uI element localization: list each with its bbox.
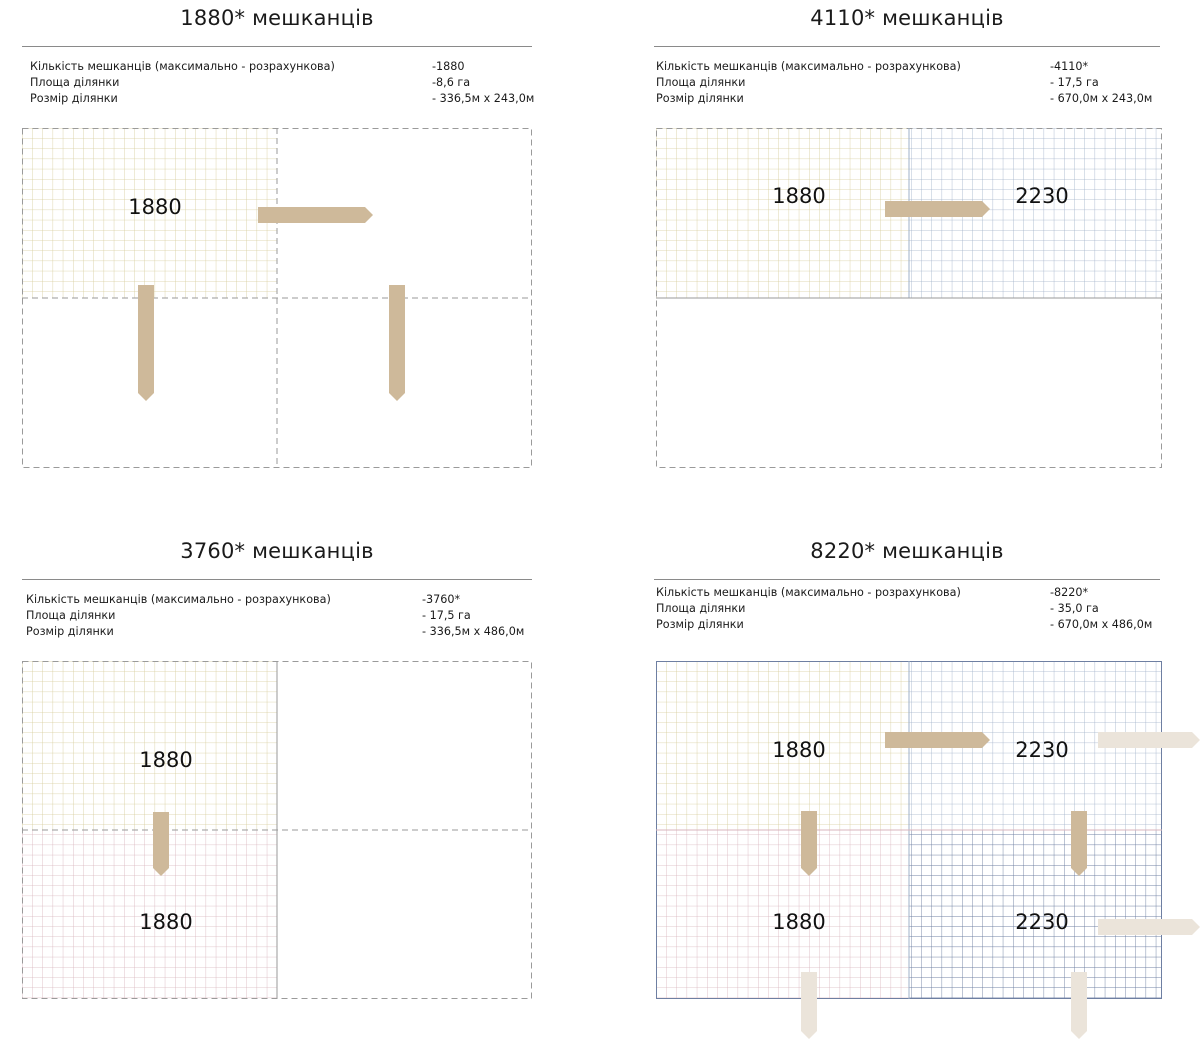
info-label: Кількість мешканців (максимально - розрахункова) bbox=[26, 593, 331, 606]
expansion-arrow-right-faded bbox=[1098, 732, 1200, 748]
panel-title: 4110* мешканців bbox=[810, 6, 1004, 30]
info-row-size bbox=[22, 91, 552, 107]
info-value: - 336,5м х 243,0м bbox=[432, 92, 535, 105]
site-plan bbox=[22, 128, 532, 468]
info-value: -8220* bbox=[1050, 586, 1089, 599]
info-row-size bbox=[22, 624, 552, 640]
info-value: -3760* bbox=[422, 593, 461, 606]
quadrant-label: 2230 bbox=[1015, 738, 1069, 762]
expansion-arrow-down bbox=[1071, 811, 1087, 876]
site-plan-svg bbox=[22, 661, 532, 999]
site-plan-svg bbox=[656, 128, 1162, 468]
info-row-residents bbox=[22, 592, 552, 608]
info-row-size bbox=[654, 617, 1174, 633]
panel-title: 8220* мешканців bbox=[810, 539, 1004, 563]
info-label: Розмір ділянки bbox=[26, 625, 114, 638]
title-rule bbox=[654, 46, 1160, 47]
expansion-arrow-down-faded bbox=[801, 972, 817, 1039]
panel-title: 3760* мешканців bbox=[180, 539, 374, 563]
info-row-area bbox=[22, 75, 552, 91]
expansion-arrow-right bbox=[885, 201, 990, 217]
info-value: - 670,0м х 486,0м bbox=[1050, 618, 1153, 631]
info-value: -4110* bbox=[1050, 60, 1089, 73]
grid-block-top-left bbox=[656, 128, 909, 298]
info-value: - 35,0 га bbox=[1050, 602, 1099, 615]
quadrant-label: 1880 bbox=[128, 195, 182, 219]
expansion-arrow-down-faded bbox=[1071, 972, 1087, 1039]
site-plan bbox=[656, 128, 1162, 468]
expansion-arrow-right bbox=[885, 732, 990, 748]
expansion-arrow-down bbox=[153, 812, 169, 876]
info-row-size bbox=[654, 91, 1174, 107]
quadrant-label: 2230 bbox=[1015, 184, 1069, 208]
site-plan-svg bbox=[22, 128, 532, 468]
quadrant-label: 2230 bbox=[1015, 910, 1069, 934]
quadrant-label: 1880 bbox=[139, 910, 193, 934]
info-label: Розмір ділянки bbox=[30, 92, 118, 105]
panel-title: 1880* мешканців bbox=[180, 6, 374, 30]
quadrant-label: 1880 bbox=[772, 738, 826, 762]
info-label: Кількість мешканців (максимально - розрахункова) bbox=[30, 60, 335, 73]
info-label: Площа ділянки bbox=[26, 609, 116, 622]
info-value: -1880 bbox=[432, 60, 465, 73]
expansion-arrow-right-faded bbox=[1098, 919, 1200, 935]
info-value: - 17,5 га bbox=[1050, 76, 1099, 89]
info-label: Площа ділянки bbox=[656, 602, 746, 615]
info-value: - 336,5м х 486,0м bbox=[422, 625, 525, 638]
quadrant-label: 1880 bbox=[139, 748, 193, 772]
info-label: Кількість мешканців (максимально - розрахункова) bbox=[656, 586, 961, 599]
info-value: - 670,0м х 243,0м bbox=[1050, 92, 1153, 105]
title-rule bbox=[22, 46, 532, 47]
expansion-arrow-down bbox=[389, 285, 405, 401]
site-plan-svg bbox=[656, 661, 1200, 1041]
expansion-arrow-down bbox=[138, 285, 154, 401]
info-row-area bbox=[654, 75, 1174, 91]
info-value: -8,6 га bbox=[432, 76, 471, 89]
info-label: Кількість мешканців (максимально - розрахункова) bbox=[656, 60, 961, 73]
site-info bbox=[654, 59, 1174, 107]
site-plan bbox=[656, 661, 1200, 1041]
info-row-residents bbox=[22, 59, 552, 75]
info-label: Площа ділянки bbox=[30, 76, 120, 89]
title-rule bbox=[654, 579, 1160, 580]
site-plan bbox=[22, 661, 532, 999]
info-row-residents bbox=[654, 59, 1174, 75]
info-label: Розмір ділянки bbox=[656, 92, 744, 105]
expansion-arrow-right bbox=[258, 207, 373, 223]
site-info bbox=[654, 585, 1174, 633]
quadrant-label: 1880 bbox=[772, 184, 826, 208]
info-row-area bbox=[22, 608, 552, 624]
title-rule bbox=[22, 579, 532, 580]
info-label: Площа ділянки bbox=[656, 76, 746, 89]
info-value: - 17,5 га bbox=[422, 609, 471, 622]
info-row-area bbox=[654, 601, 1174, 617]
info-row-residents bbox=[654, 585, 1174, 601]
site-info bbox=[22, 59, 552, 107]
expansion-arrow-down bbox=[801, 811, 817, 876]
info-label: Розмір ділянки bbox=[656, 618, 744, 631]
site-info bbox=[22, 592, 552, 640]
quadrant-label: 1880 bbox=[772, 910, 826, 934]
grid-block-top-left bbox=[22, 661, 277, 830]
